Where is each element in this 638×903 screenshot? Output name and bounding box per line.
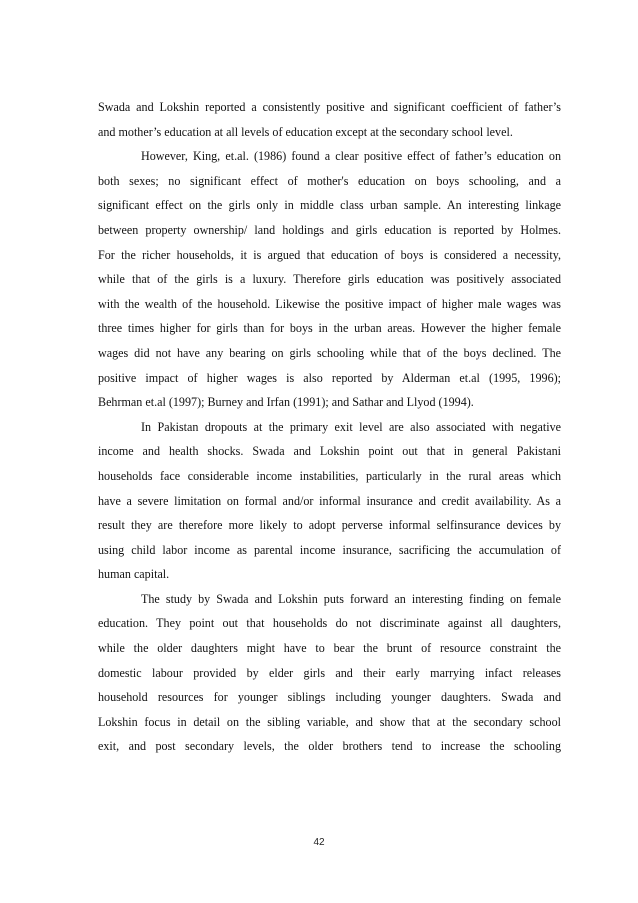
text-line: between property ownership/ land holdings and girls education is reported by Holmes. xyxy=(98,222,561,237)
text-line: have a severe limitation on formal and/or informal insurance and credit availability. As a xyxy=(98,493,561,508)
text-line: However, King, et.al. (1986) found a clear positive effect of father’s education on xyxy=(141,149,561,164)
body-text xyxy=(98,95,561,759)
text-line: while the older daughters might have to bear the brunt of resource constraint the xyxy=(98,641,561,656)
text-line: significant effect on the girls only in middle class urban sample. An interesting linkage xyxy=(98,198,561,213)
page-number: 42 xyxy=(313,837,325,848)
text-line: The study by Swada and Lokshin puts forward an interesting finding on female xyxy=(141,591,561,606)
text-line: both sexes; no significant effect of mother's education on boys schooling, and a xyxy=(98,173,561,188)
text-line: while that of the girls is a luxury. Therefore girls education was positively associated xyxy=(98,272,561,287)
text-line: and mother’s education at all levels of education except at the secondary school level. xyxy=(98,124,513,139)
text-line: education. They point out that households do not discriminate against all daughters, xyxy=(98,616,561,631)
text-line: Swada and Lokshin reported a consistently positive and significant coefficient of father’s xyxy=(98,100,561,114)
text-line: households face considerable income instabilities, particularly in the rural areas which xyxy=(98,468,561,483)
text-line: Lokshin focus in detail on the sibling variable, and show that at the secondary school xyxy=(98,714,561,729)
text-line: using child labor income as parental income insurance, sacrificing the accumulation of xyxy=(98,542,561,557)
text-line: positive impact of higher wages is also reported by Alderman et.al (1995, 1996); xyxy=(98,370,561,385)
text-line: income and health shocks. Swada and Lokshin point out that in general Pakistani xyxy=(98,444,561,459)
text-line: wages did not have any bearing on girls schooling while that of the boys declined. The xyxy=(98,345,561,360)
text-line: household resources for younger siblings including younger daughters. Swada and xyxy=(98,690,561,705)
text-line: human capital. xyxy=(98,567,170,582)
text-line: For the richer households, it is argued that education of boys is considered a necessity, xyxy=(98,247,561,262)
text-line: domestic labour provided by elder girls and their early marrying infact releases xyxy=(98,665,561,680)
text-line: with the wealth of the household. Likewise the positive impact of higher male wages was xyxy=(98,296,561,311)
text-line: Behrman et.al (1997); Burney and Irfan (1991); and Sathar and Llyod (1994). xyxy=(98,395,474,410)
text-line: In Pakistan dropouts at the primary exit level are also associated with negative xyxy=(141,419,561,434)
text-line: three times higher for girls than for boys in the urban areas. However the higher female xyxy=(98,321,561,336)
text-line: exit, and post secondary levels, the older brothers tend to increase the schooling xyxy=(98,739,561,754)
text-line: result they are therefore more likely to adopt perverse informal selfinsurance devices by xyxy=(98,518,561,533)
